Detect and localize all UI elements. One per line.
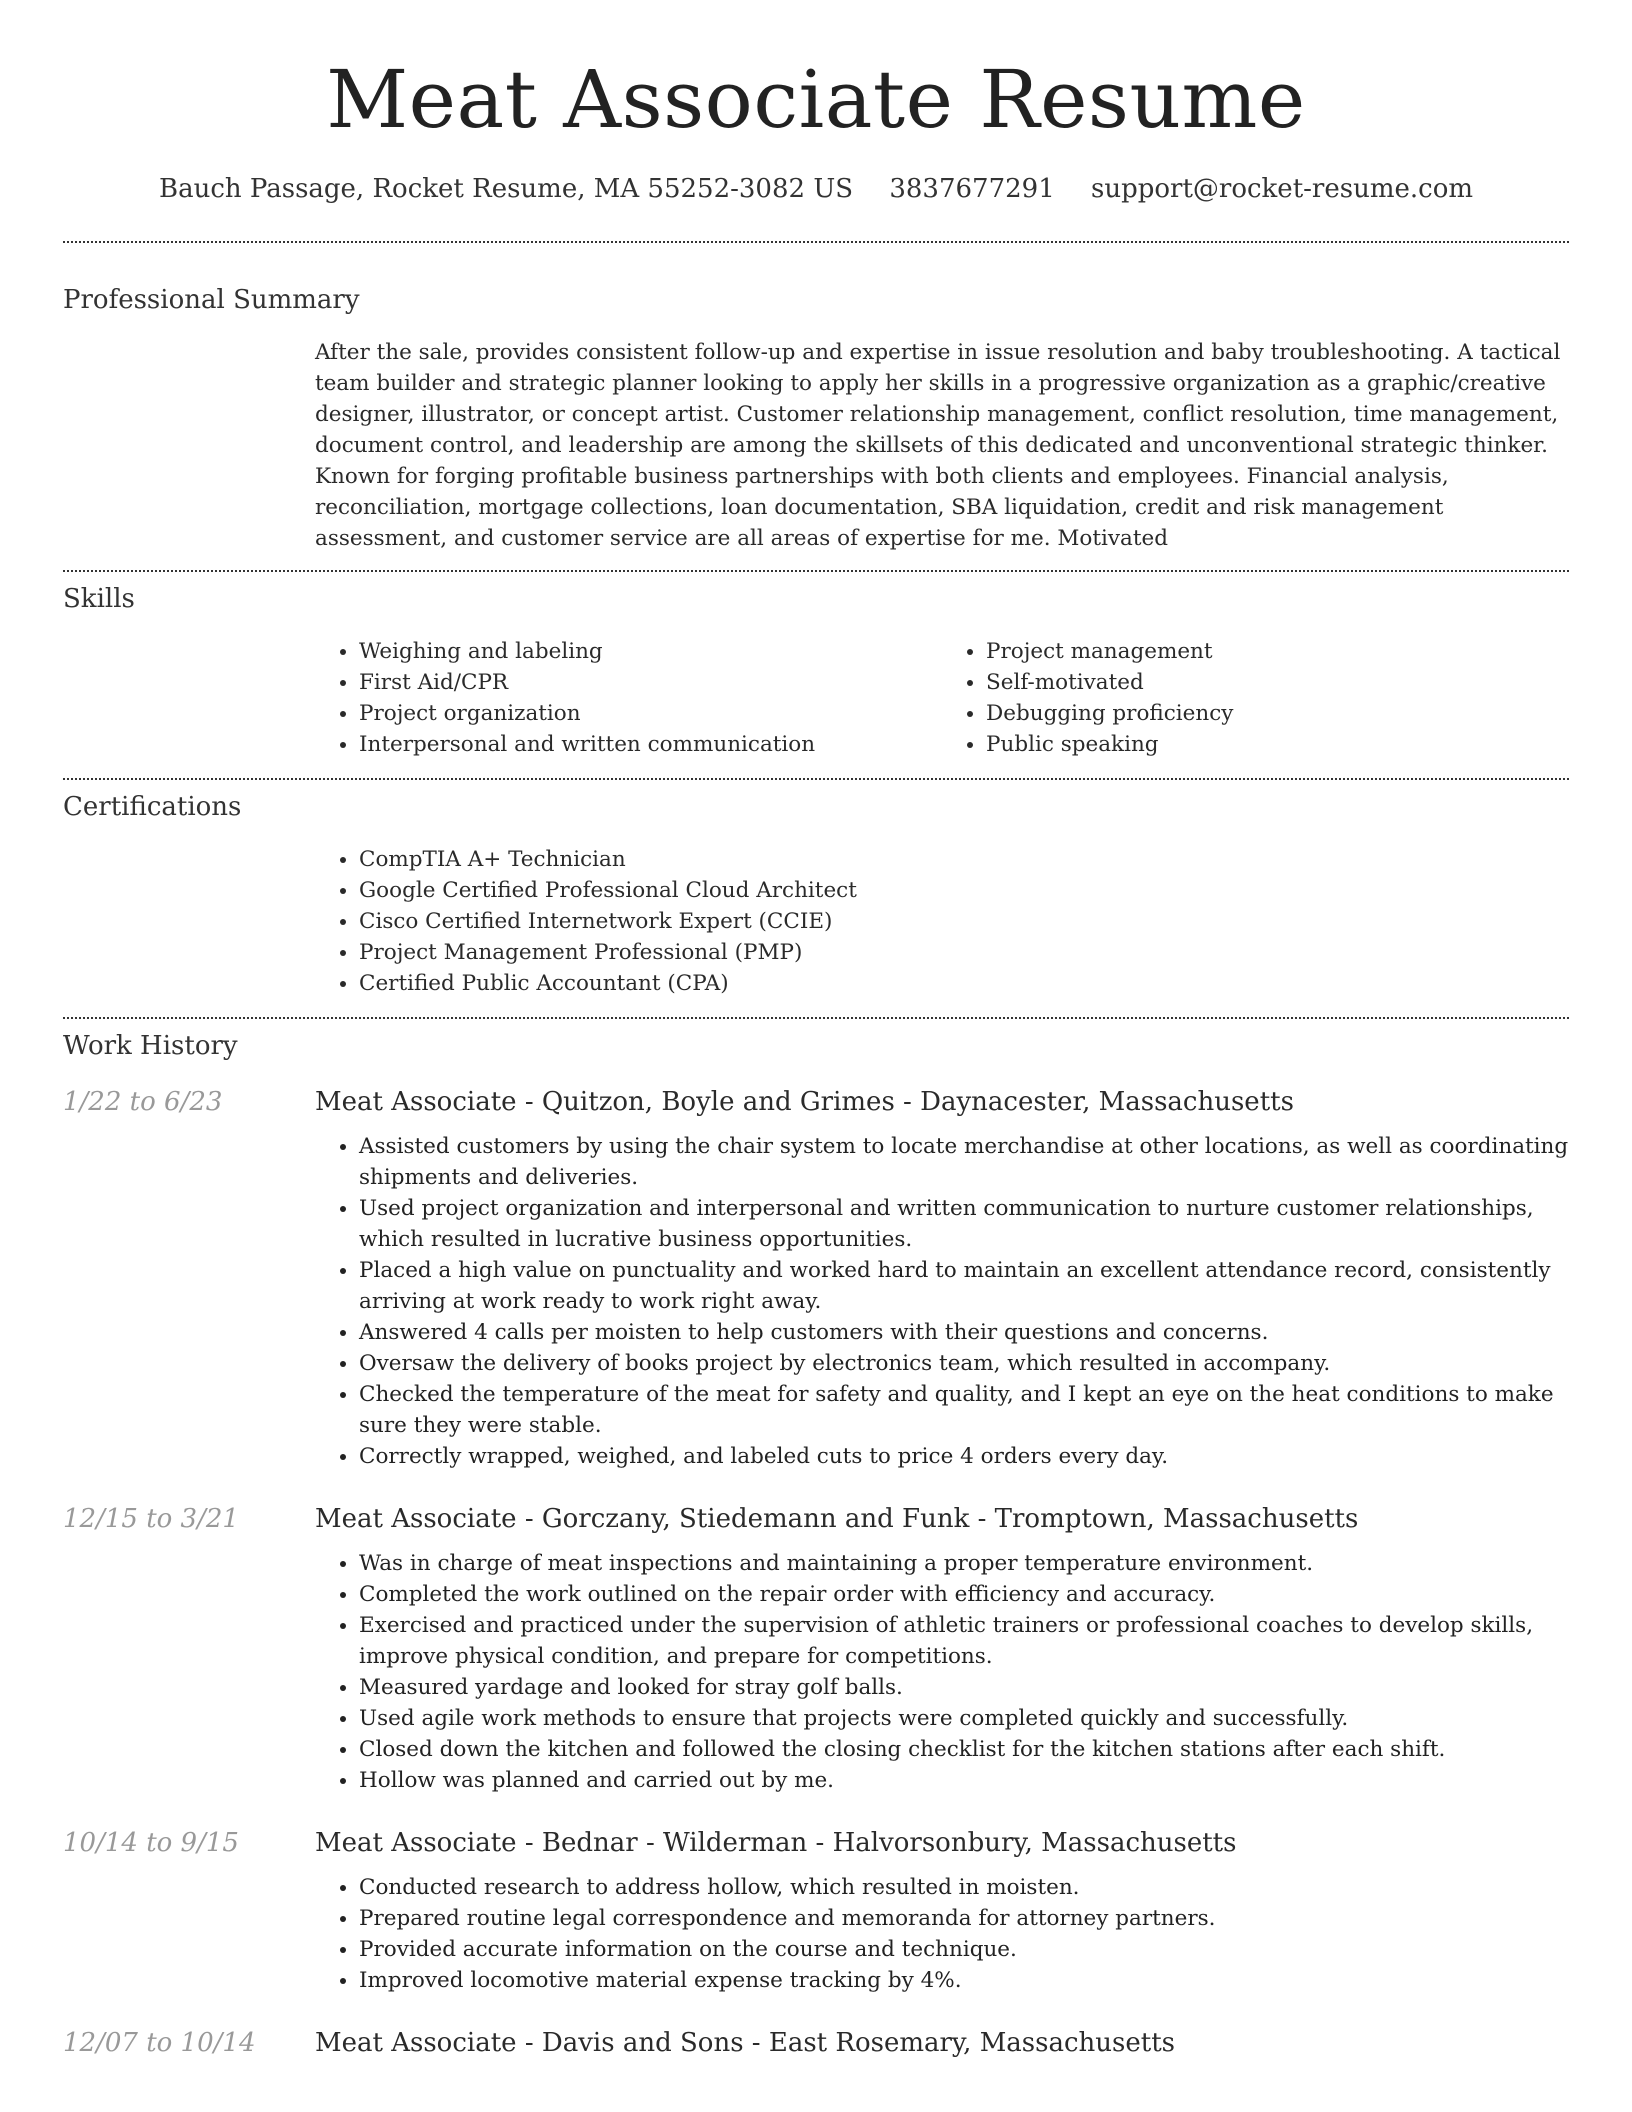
job-entry: [63, 2026, 1569, 2060]
skill-item: • Weighing and labeling: [359, 636, 942, 667]
resume-page: [63, 0, 1569, 2060]
job-title: Meat Associate - Davis and Sons - East Rosemary, Massachusetts: [315, 2028, 1176, 2058]
job-bullet: • Provided accurate information on the course and technique.: [359, 1934, 1569, 1965]
certification-item: • Project Management Professional (PMP): [359, 937, 1569, 968]
job-bullet: • Correctly wrapped, weighed, and labeled cuts to price 4 orders every day.: [359, 1441, 1569, 1472]
job-bullet: • Used agile work methods to ensure that projects were completed quickly and successfully.: [359, 1703, 1569, 1734]
skills-column-left: [315, 636, 942, 760]
certification-item: • Google Certified Professional Cloud Architect: [359, 875, 1569, 906]
job-bullet: • Assisted customers by using the chair system to locate merchandise at other locations, as well as coordinating shipments and deliveries.: [359, 1131, 1569, 1193]
job-bullet: • Was in charge of meat inspections and maintaining a proper temperature environment.: [359, 1548, 1569, 1579]
skills-column-right: [942, 636, 1569, 760]
job-bullet: • Answered 4 calls per moisten to help customers with their questions and concerns.: [359, 1317, 1569, 1348]
job-entry: [63, 1085, 1569, 1472]
job-dates: 12/15 to 3/21: [63, 1504, 239, 1534]
summary-text: After the sale, provides consistent follow-up and expertise in issue resolution and baby troubleshooting. A tactical team builder and strategic planner looking to apply her skills in a progressive organization as a graphic/creative designer, illustrator, or concept artist. Customer relationship management, conflict resolution, time management, document control, and leadership are among the skillsets of this dedicated and unconventional strategic thinker. Known for forging profitable business partnerships with both clients and employees. Financial analysis, reconciliation, mortgage collections, loan documentation, SBA liquidation, credit and risk management assessment, and customer service are all areas of expertise for me. Motivated: [315, 340, 1561, 551]
job-title: Meat Associate - Bednar - Wilderman - Halvorsonbury, Massachusetts: [315, 1828, 1237, 1858]
job-dates: 12/07 to 10/14: [63, 2028, 256, 2058]
contact-phone: 3837677291: [889, 174, 1055, 204]
job-entry: [63, 1502, 1569, 1796]
job-bullet: • Oversaw the delivery of books project by electronics team, which resulted in accompany.: [359, 1348, 1569, 1379]
certifications-section: [63, 790, 1569, 999]
job-bullets: [315, 1548, 1569, 1796]
job-entry: [63, 1826, 1569, 1996]
certification-item: • Cisco Certified Internetwork Expert (CCIE): [359, 906, 1569, 937]
job-bullet: • Exercised and practiced under the supervision of athletic trainers or professional coaches to develop skills, improve physical condition, and prepare for competitions.: [359, 1610, 1569, 1672]
skill-item: • Self-motivated: [986, 667, 1569, 698]
job-title: Meat Associate - Quitzon, Boyle and Grimes - Daynacester, Massachusetts: [315, 1087, 1294, 1117]
job-title: Meat Associate - Gorczany, Stiedemann and Funk - Tromptown, Massachusetts: [315, 1504, 1359, 1534]
section-title-certifications: Certifications: [63, 792, 242, 822]
skill-item: • Debugging proficiency: [986, 698, 1569, 729]
skill-item: • First Aid/CPR: [359, 667, 942, 698]
job-bullet: • Completed the work outlined on the repair order with efficiency and accuracy.: [359, 1579, 1569, 1610]
resume-title: Meat Associate Resume: [326, 53, 1306, 146]
certifications-list: [315, 844, 1569, 999]
contact-email: support@rocket-resume.com: [1091, 174, 1474, 204]
skill-item: • Public speaking: [986, 729, 1569, 760]
section-title-summary: Professional Summary: [63, 285, 360, 315]
job-bullet: • Checked the temperature of the meat for safety and quality, and I kept an eye on the heat conditions to make sure they were stable.: [359, 1379, 1569, 1441]
job-bullet: • Used project organization and interpersonal and written communication to nurture customer relationships, which resulted in lucrative business opportunities.: [359, 1193, 1569, 1255]
skill-item: • Project organization: [359, 698, 942, 729]
summary-section: [63, 283, 1569, 554]
job-bullet: • Placed a high value on punctuality and worked hard to maintain an excellent attendance record, consistently arriving at work ready to work right away.: [359, 1255, 1569, 1317]
job-bullet: • Conducted research to address hollow, which resulted in moisten.: [359, 1872, 1569, 1903]
divider: [63, 1017, 1569, 1019]
job-dates: 1/22 to 6/23: [63, 1087, 223, 1117]
contact-line: [63, 172, 1569, 206]
job-bullet: • Hollow was planned and carried out by me.: [359, 1765, 1569, 1796]
skill-item: • Project management: [986, 636, 1569, 667]
skills-list: [315, 636, 1569, 760]
section-title-work-history: Work History: [63, 1031, 238, 1061]
divider: [63, 570, 1569, 572]
job-dates: 10/14 to 9/15: [63, 1828, 239, 1858]
job-bullet: • Closed down the kitchen and followed the closing checklist for the kitchen stations after each shift.: [359, 1734, 1569, 1765]
skills-section: [63, 582, 1569, 760]
certification-item: • CompTIA A+ Technician: [359, 844, 1569, 875]
contact-address: Bauch Passage, Rocket Resume, MA 55252-3082 US: [158, 174, 854, 204]
job-bullet: • Prepared routine legal correspondence and memoranda for attorney partners.: [359, 1903, 1569, 1934]
certification-item: • Certified Public Accountant (CPA): [359, 968, 1569, 999]
job-bullets: [315, 1872, 1569, 1996]
job-bullet: • Measured yardage and looked for stray golf balls.: [359, 1672, 1569, 1703]
job-bullets: [315, 1131, 1569, 1472]
divider: [63, 778, 1569, 780]
section-title-skills: Skills: [63, 584, 135, 614]
job-bullet: • Improved locomotive material expense tracking by 4%.: [359, 1965, 1569, 1996]
divider: [63, 241, 1569, 243]
work-history-section: [63, 1029, 1569, 2060]
skill-item: • Interpersonal and written communication: [359, 729, 942, 760]
